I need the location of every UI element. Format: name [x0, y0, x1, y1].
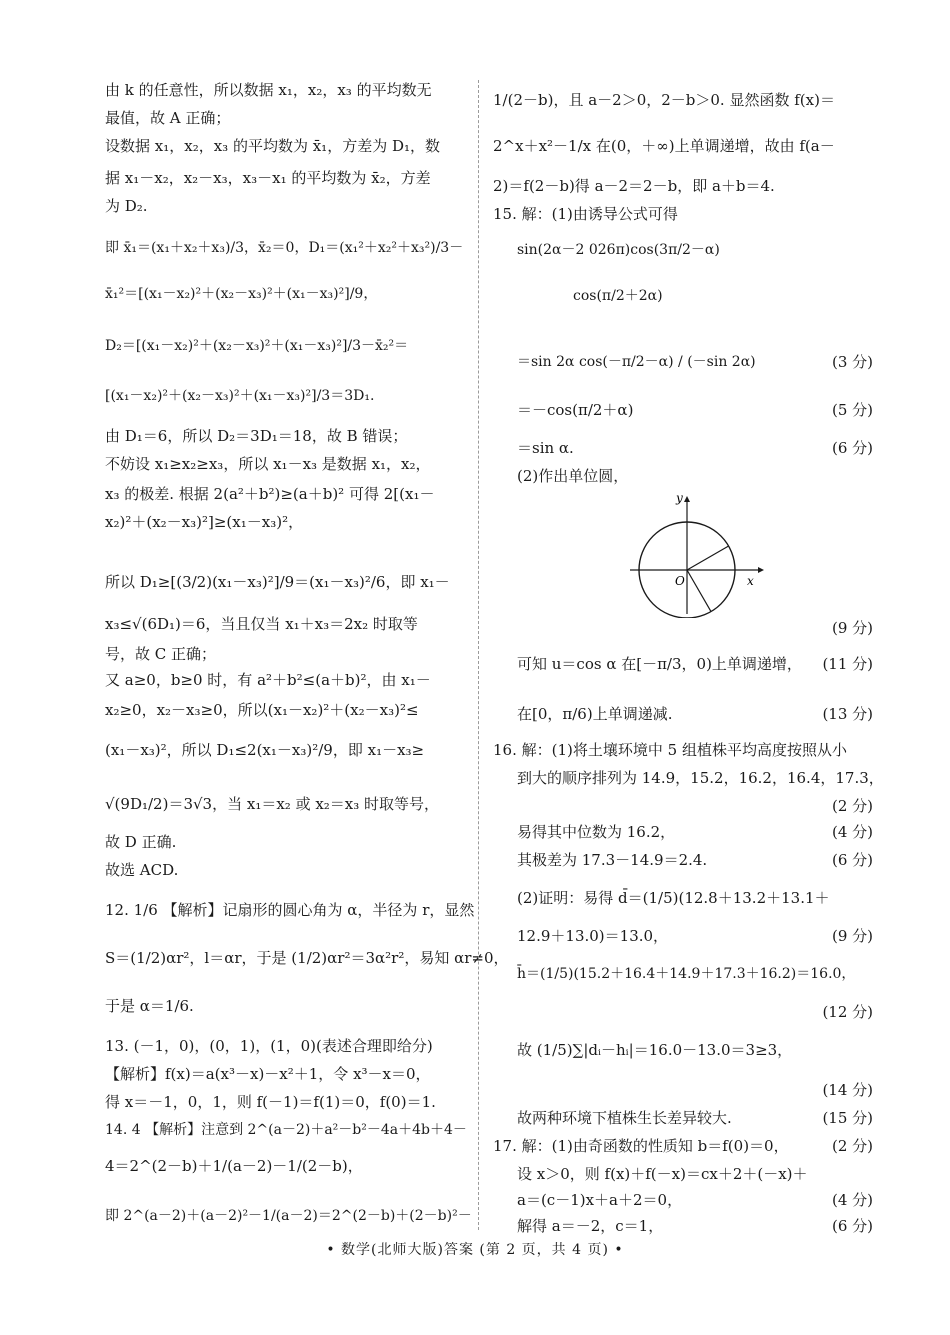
text-line: 即 x̄₁＝(x₁＋x₂＋x₃)/3，x̄₂＝0，D₁＝(x₁²＋x₂²＋x₃²)/3－ [105, 240, 464, 256]
text-line: 最值，故 A 正确； [105, 109, 231, 127]
text-line: a＝(c－1)x＋a＋2＝0， [517, 1191, 683, 1209]
text-line: x₂≥0，x₂－x₃≥0，所以(x₁－x₂)²＋(x₂－x₃)²≤ [105, 701, 419, 719]
text-line: 设 x＞0，则 f(x)＋f(－x)＝cx＋2＋(－x)＋ [517, 1165, 808, 1183]
score-label: (4 分) [831, 823, 873, 841]
text-line: h̄＝(1/5)(15.2＋16.4＋14.9＋17.3＋16.2)＝16.0， [517, 966, 856, 982]
text-line: x₂)²＋(x₂－x₃)²]≥(x₁－x₃)²， [105, 513, 304, 531]
text-line: 得 x＝－1，0，1，则 f(－1)＝f(1)＝0，f(0)＝1. [105, 1093, 436, 1111]
text-line: 15. 解：(1)由诱导公式可得 [493, 205, 678, 223]
text-line: 故 (1/5)∑|dᵢ－hᵢ|＝16.0－13.0＝3≥3， [517, 1041, 793, 1059]
text-line: S＝(1/2)αr²，l＝αr，于是 (1/2)αr²＝3α²r²，易知 αr≠0， [105, 949, 509, 967]
score-label: (2 分) [831, 1137, 873, 1155]
score-label: (5 分) [831, 401, 873, 419]
origin-label: O [675, 574, 685, 588]
text-line: 2^x＋x²－1/x 在(0，＋∞)上单调递增，故由 f(a－ [493, 137, 835, 155]
y-axis-arrow [684, 496, 690, 502]
text-line: 又 a≥0，b≥0 时，有 a²＋b²≤(a＋b)²，由 x₁－ [105, 671, 431, 689]
text-line: (2)证明：易得 d̄＝(1/5)(12.8＋13.2＋13.1＋ [517, 889, 830, 907]
column-divider [478, 80, 479, 1230]
page-footer: • 数学(北师大版)答案 (第 2 页，共 4 页) • [326, 1242, 624, 1258]
score-label: (6 分) [831, 851, 873, 869]
y-label: y [676, 491, 683, 505]
text-line: √(9D₁/2)＝3√3，当 x₁＝x₂ 或 x₂＝x₃ 时取等号， [105, 795, 440, 813]
x-axis-arrow [758, 567, 764, 573]
text-line: (x₁－x₃)²，所以 D₁≤2(x₁－x₃)²/9，即 x₁－x₃≥ [105, 741, 425, 759]
score-label: (6 分) [831, 1217, 873, 1235]
text-line: 12. 1/6 【解析】记扇形的圆心角为 α，半径为 r，显然 [105, 901, 475, 919]
text-line: 故 D 正确. [105, 833, 177, 851]
score-label: (14 分) [822, 1081, 873, 1099]
text-line: 到大的顺序排列为 14.9，15.2，16.2，16.4，17.3， [517, 769, 884, 787]
text-line: 在[0，π/6)上单调递减. [517, 705, 673, 723]
text-line: 12.9＋13.0)＝13.0， [517, 927, 669, 945]
text-line: 解得 a＝－2，c＝1， [517, 1217, 664, 1235]
text-line: x₃≤√(6D₁)＝6，当且仅当 x₁＋x₃＝2x₂ 时取等 [105, 615, 418, 633]
score-label: (6 分) [831, 439, 873, 457]
text-line: 4＝2^(2－b)＋1/(a－2)－1/(2－b)， [105, 1157, 363, 1175]
text-line: 故选 ACD. [105, 861, 179, 879]
text-line: 可知 u＝cos α 在[－π/3，0)上单调递增， [517, 655, 802, 673]
text-line: 易得其中位数为 16.2， [517, 823, 676, 841]
text-line: 故两种环境下植株生长差异较大. [517, 1109, 732, 1127]
text-line: 据 x₁－x₂，x₂－x₃，x₃－x₁ 的平均数为 x̄₂，方差 [105, 169, 431, 187]
text-line: 1/(2－b)，且 a－2＞0，2－b＞0. 显然函数 f(x)＝ [493, 91, 835, 109]
text-line: 设数据 x₁，x₂，x₃ 的平均数为 x̄₁，方差为 D₁，数 [105, 137, 441, 155]
score-label: (4 分) [831, 1191, 873, 1209]
score-label: (9 分) [831, 927, 873, 945]
score-label: (11 分) [822, 655, 873, 673]
text-line: 即 2^(a－2)＋(a－2)²－1/(a－2)＝2^(2－b)＋(2－b)²－ [105, 1208, 472, 1224]
text-line: (2)作出单位圆， [517, 467, 629, 485]
text-line: 16. 解：(1)将土壤环境中 5 组植株平均高度按照从小 [493, 741, 847, 759]
text-line: 14. 4 【解析】注意到 2^(a－2)＋a²－b²－4a＋4b＋4－ [105, 1122, 467, 1138]
text-line: ＝－cos(π/2＋α) [517, 401, 634, 419]
text-line: 不妨设 x₁≥x₂≥x₃，所以 x₁－x₃ 是数据 x₁，x₂， [105, 455, 431, 473]
text-line: sin(2α－2 026π)cos(3π/2－α) [517, 242, 720, 258]
text-line: 17. 解：(1)由奇函数的性质知 b＝f(0)＝0， [493, 1137, 789, 1155]
text-line: 2)＝f(2－b)得 a－2＝2－b，即 a＋b＝4. [493, 177, 775, 195]
text-line: D₂＝[(x₁－x₂)²＋(x₂－x₃)²＋(x₁－x₃)²]/3－x̄₂²＝ [105, 338, 409, 354]
text-line: [(x₁－x₂)²＋(x₂－x₃)²＋(x₁－x₃)²]/3＝3D₁. [105, 388, 375, 404]
x-label: x [747, 574, 754, 588]
text-line: 号，故 C 正确； [105, 645, 217, 663]
text-line: x̄₁²＝[(x₁－x₂)²＋(x₂－x₃)²＋(x₁－x₃)²]/9， [105, 286, 378, 302]
text-line: ＝sin α. [517, 439, 574, 457]
ray-pi-6 [687, 546, 729, 570]
text-line: 【解析】f(x)＝a(x³－x)－x²＋1，令 x³－x＝0， [105, 1065, 431, 1083]
text-line: 由 D₁＝6，所以 D₂＝3D₁＝18，故 B 错误； [105, 427, 408, 445]
text-line: 为 D₂. [105, 197, 148, 215]
score-label: (13 分) [822, 705, 873, 723]
text-line: ＝sin 2α cos(－π/2－α) / (－sin 2α) [517, 354, 756, 370]
score-label: (3 分) [831, 353, 873, 371]
text-line: 其极差为 17.3－14.9＝2.4. [517, 851, 708, 869]
text-line: 所以 D₁≥[(3/2)(x₁－x₃)²]/9＝(x₁－x₃)²/6，即 x₁－ [105, 573, 450, 591]
text-line: 13. (－1，0)，(0，1)，(1，0)(表述合理即给分) [105, 1037, 433, 1055]
score-label: (12 分) [822, 1003, 873, 1021]
unit-circle-figure [620, 488, 770, 618]
score-label: (15 分) [822, 1109, 873, 1127]
text-line: cos(π/2＋2α) [573, 288, 663, 304]
score-label: (2 分) [831, 797, 873, 815]
text-line: 于是 α＝1/6. [105, 997, 194, 1015]
text-line: 由 k 的任意性，所以数据 x₁，x₂，x₃ 的平均数无 [105, 81, 432, 99]
ray-neg-pi-3 [687, 570, 711, 612]
text-line: x₃ 的极差. 根据 2(a²＋b²)≥(a＋b)² 可得 2[(x₁－ [105, 485, 435, 503]
score-label: (9 分) [831, 619, 873, 637]
